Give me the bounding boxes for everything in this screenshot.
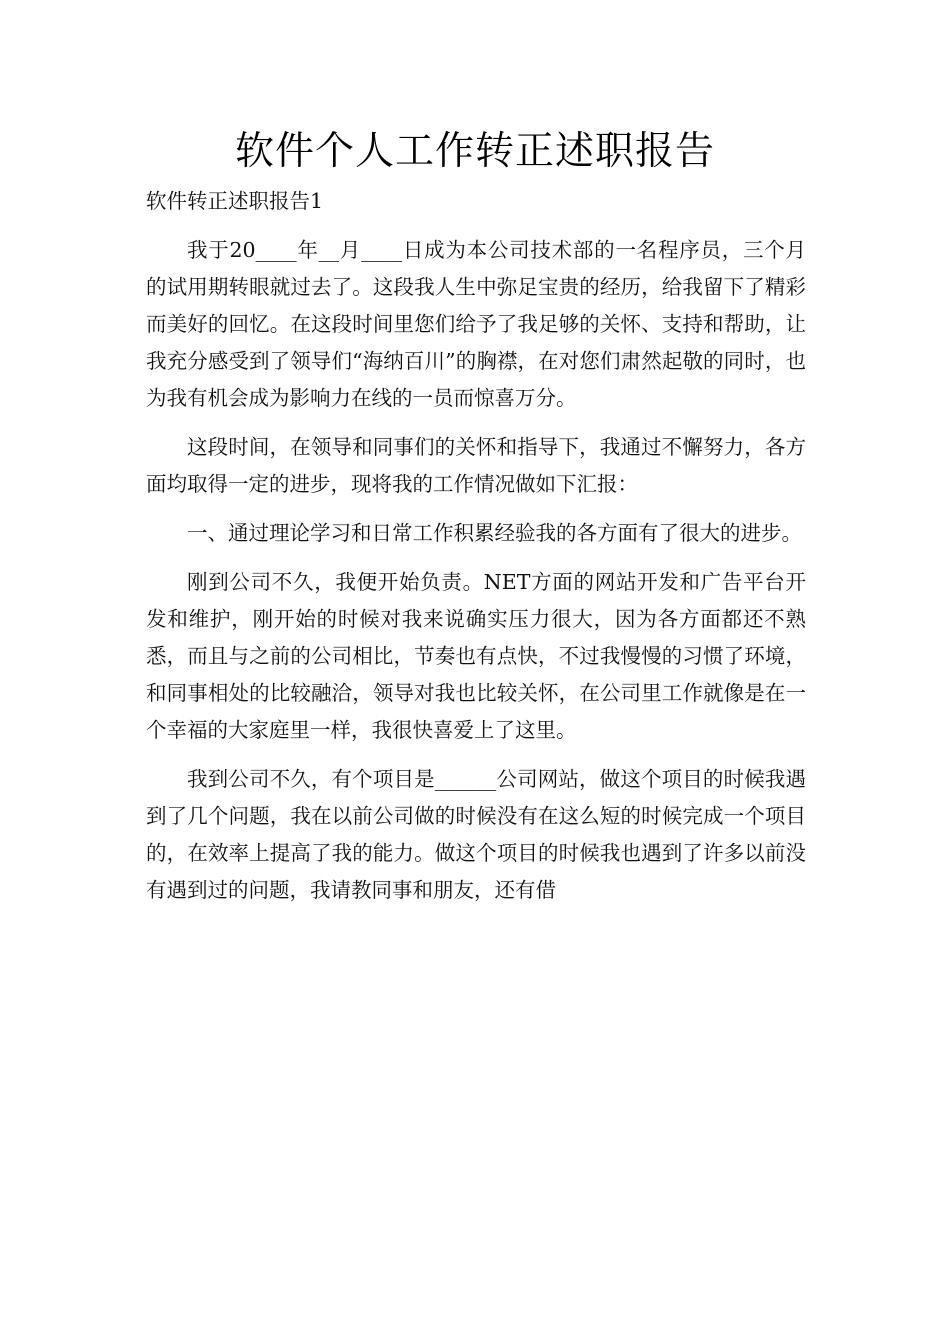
document-subtitle: 软件转正述职报告1 <box>146 189 324 213</box>
paragraph: 我于20____年__月____日成为本公司技术部的一名程序员，三个月的试用期转眼就过去了。这段我人生中弥足宝贵的经历，给我留下了精彩而美好的回忆。在这段时间里您们给予了我足够的关怀、支持和帮助，让我充分感受到了领导们“海纳百川”的胸襟，在对您们肃然起敬的同时，也为我有机会成为影响力在线的一员而惊喜万分。 <box>146 238 806 410</box>
document-body <box>146 232 806 921</box>
paragraph: 我到公司不久，有个项目是______公司网站，做这个项目的时候我遇到了几个问题，我在以前公司做的时候没有在这么短的时候完成一个项目的，在效率上提高了我的能力。做这个项目的时候我也遇到了许多以前没有遇到过的问题，我请教同事和朋友，还有借 <box>146 767 806 902</box>
paragraph: 这段时间，在领导和同事们的关怀和指导下，我通过不懈努力，各方面均取得一定的进步，现将我的工作情况做如下汇报： <box>146 435 806 496</box>
paragraph: 一、通过理论学习和日常工作积累经验我的各方面有了很大的进步。 <box>187 521 802 545</box>
paragraph: 刚到公司不久，我便开始负责。NET方面的网站开发和广告平台开发和维护，刚开始的时候对我来说确实压力很大，因为各方面都还不熟悉，而且与之前的公司相比，节奏也有点快，不过我慢慢的习惯了环境，和同事相处的比较融洽，领导对我也比较关怀，在公司里工作就像是在一个幸福的大家庭里一样，我很快喜爱上了这里。 <box>146 570 806 742</box>
document-title: 软件个人工作转正述职报告 <box>234 129 715 174</box>
